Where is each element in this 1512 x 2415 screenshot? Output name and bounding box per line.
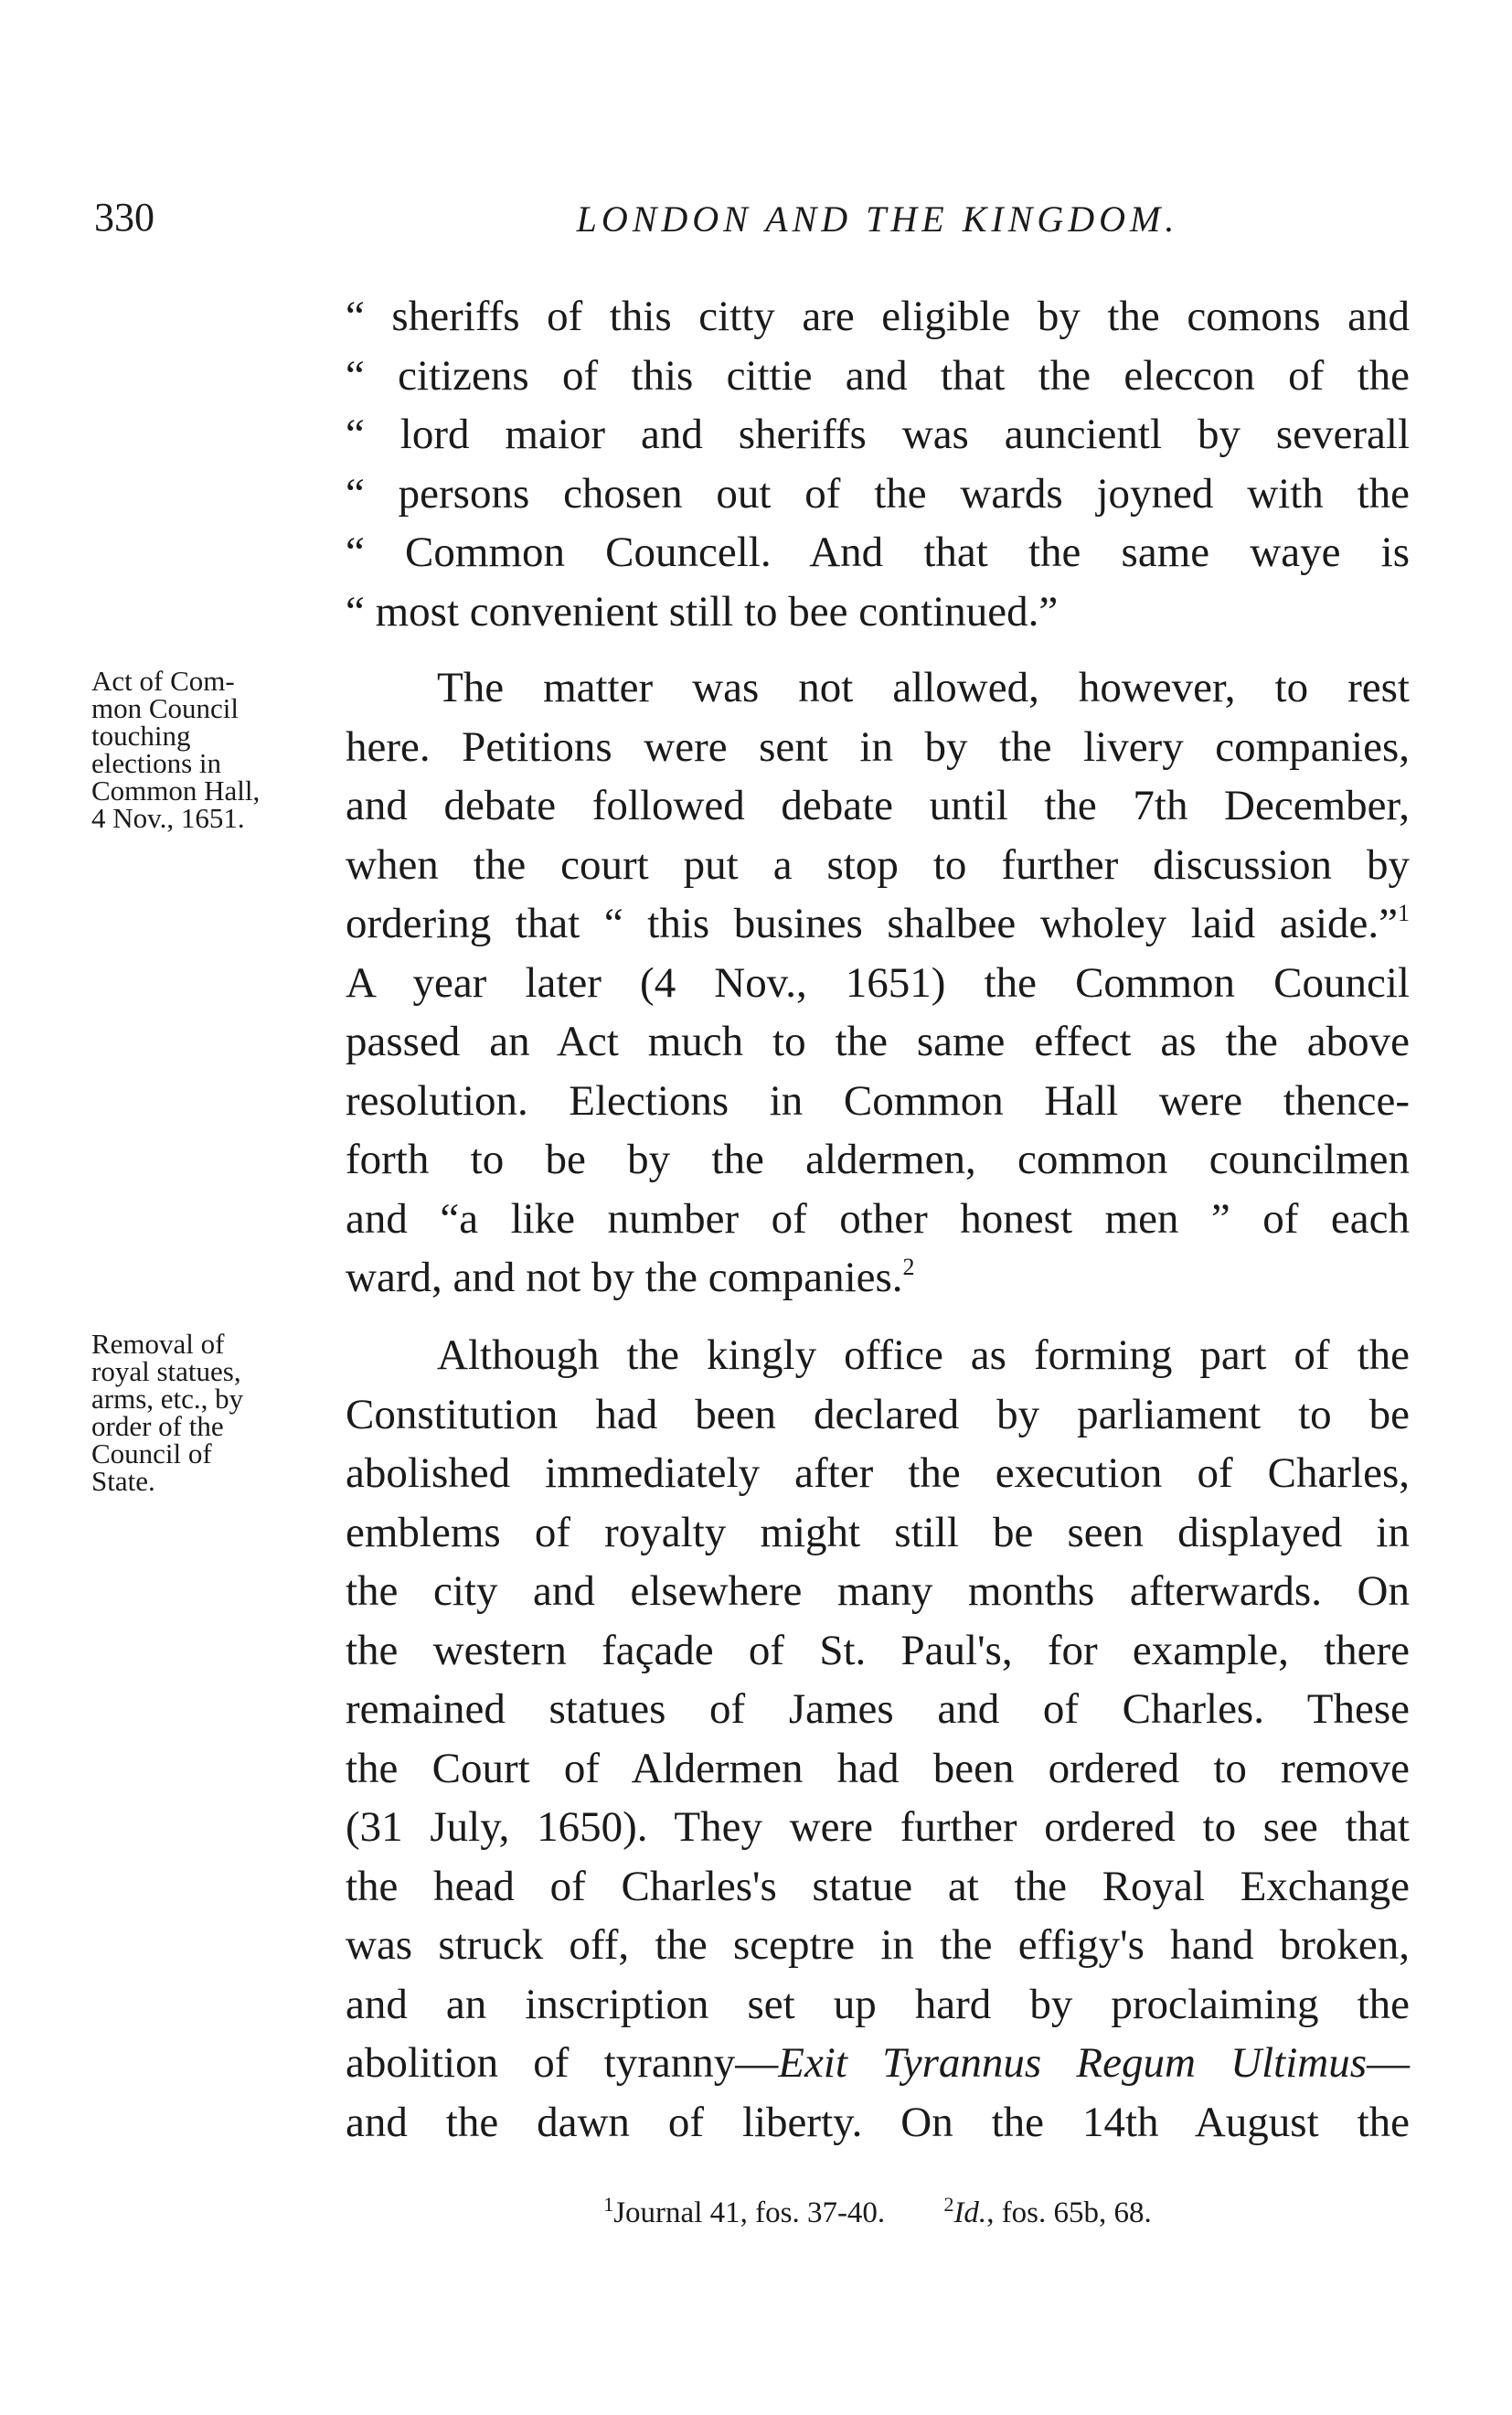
paragraph-line: Constitution had been declared by parliament to be (346, 1390, 1410, 1438)
footnote-mark: 1 (603, 2193, 614, 2216)
footnote-text: , fos. 65b, 68. (986, 2196, 1152, 2229)
paragraph-line: when the court put a stop to further discussion by (346, 840, 1410, 889)
paragraph-line: resolution. Elections in Common Hall were thence- (346, 1076, 1410, 1125)
paragraph-line: the head of Charles's statue at the Royal Exchange (346, 1862, 1410, 1910)
quote-line: “ citizens of this cittie and that the eleccon of the (346, 351, 1410, 400)
page-number: 330 (94, 195, 154, 240)
margin-note-line: touching (91, 720, 191, 752)
paragraph-line (346, 1248, 1410, 1308)
margin-note-line: mon Council (91, 692, 240, 724)
paragraph-1 (346, 658, 1410, 1308)
footnote-1 (603, 2195, 885, 2231)
margin-note-line: Council of (91, 1437, 212, 1469)
footnote-ref-1: 1 (1398, 900, 1410, 926)
footnote-text: Journal 41, fos. 37-40. (613, 2196, 886, 2229)
paragraph-line: (31 July, 1650). They were further ordered to see that (346, 1803, 1410, 1851)
paragraph-text: — (1367, 2039, 1410, 2087)
paragraph-line: The matter was not allowed, however, to rest (437, 664, 1410, 711)
quote-line: “ lord maior and sheriffs was auncientl by severall (346, 411, 1410, 458)
paragraph-line (346, 2034, 1410, 2093)
paragraph-line: the Court of Aldermen had been ordered to remove (346, 1744, 1410, 1792)
margin-note-line: Common Hall, (91, 775, 261, 807)
margin-note-line: Act of Com- (91, 665, 235, 697)
margin-note-line: Removal of (91, 1328, 225, 1360)
paragraph-line: and an inscription set up hard by proclaiming the (346, 1980, 1410, 2028)
margin-note-line: royal statues, (91, 1355, 241, 1387)
paragraph-line (346, 894, 1410, 954)
paragraph-2 (346, 1326, 1410, 2152)
paragraph-line: A year later (4 Nov., 1651) the Common Council (346, 958, 1410, 1007)
footnotes (347, 2195, 1408, 2231)
running-title: LONDON AND THE KINGDOM. (576, 198, 1179, 240)
quote-line: “ Common Councell. And that the same waye is (346, 529, 1410, 576)
quote-line: “ persons chosen out of the wards joyned with the (346, 469, 1410, 518)
margin-note-removal (91, 1330, 329, 1495)
paragraph-line: the western façade of St. Paul's, for example, there (346, 1626, 1410, 1674)
paragraph-line: forth to be by the aldermen, common councilmen (346, 1136, 1410, 1183)
margin-note-line: order of the (91, 1410, 224, 1442)
paragraph-line: remained statues of James and of Charles. These (346, 1685, 1410, 1733)
paragraph-text: abolition of tyranny— (346, 2039, 779, 2087)
paragraph-line: the city and elsewhere many months afterwards. On (346, 1567, 1410, 1615)
margin-note-line: elections in (91, 747, 222, 779)
margin-note-act (91, 665, 329, 834)
footnote-italic: Id. (953, 2196, 987, 2229)
paragraph-line: and debate followed debate until the 7th December, (346, 782, 1410, 829)
paragraph-line: and the dawn of liberty. On the 14th August the (346, 2098, 1410, 2146)
footnote-ref-2: 2 (902, 1254, 915, 1280)
paragraph-line: was struck off, the sceptre in the effigy's hand broken, (346, 1921, 1410, 1969)
margin-note-line: arms, etc., by (91, 1383, 244, 1415)
latin-inscription: Exit Tyrannus Regum Ultimus (778, 2039, 1367, 2087)
paragraph-line: passed an Act much to the same effect as the above (346, 1018, 1410, 1065)
paragraph-line: and “a like number of other honest men ” of each (346, 1194, 1410, 1243)
footnote-2 (943, 2195, 1151, 2231)
quote-block (346, 287, 1410, 641)
paragraph-text: ordering that “ this busines shalbee wholey laid aside.” (346, 900, 1398, 947)
margin-note-line: State. (91, 1465, 155, 1497)
paragraph-line: emblems of royalty might still be seen displayed in (346, 1508, 1410, 1556)
paragraph-line: Although the kingly office as forming part of the (437, 1331, 1410, 1379)
quote-line: “ sheriffs of this citty are eligible by the comons and (346, 293, 1410, 340)
quote-line: “ most convenient still to bee continued.” (346, 587, 1059, 636)
paragraph-line: abolished immediately after the execution of Charles, (346, 1449, 1410, 1497)
paragraph-line: here. Petitions were sent in by the livery companies, (346, 722, 1410, 771)
footnote-mark: 2 (943, 2193, 954, 2216)
paragraph-text: ward, and not by the companies. (346, 1254, 903, 1301)
margin-note-line: 4 Nov., 1651. (91, 802, 245, 834)
